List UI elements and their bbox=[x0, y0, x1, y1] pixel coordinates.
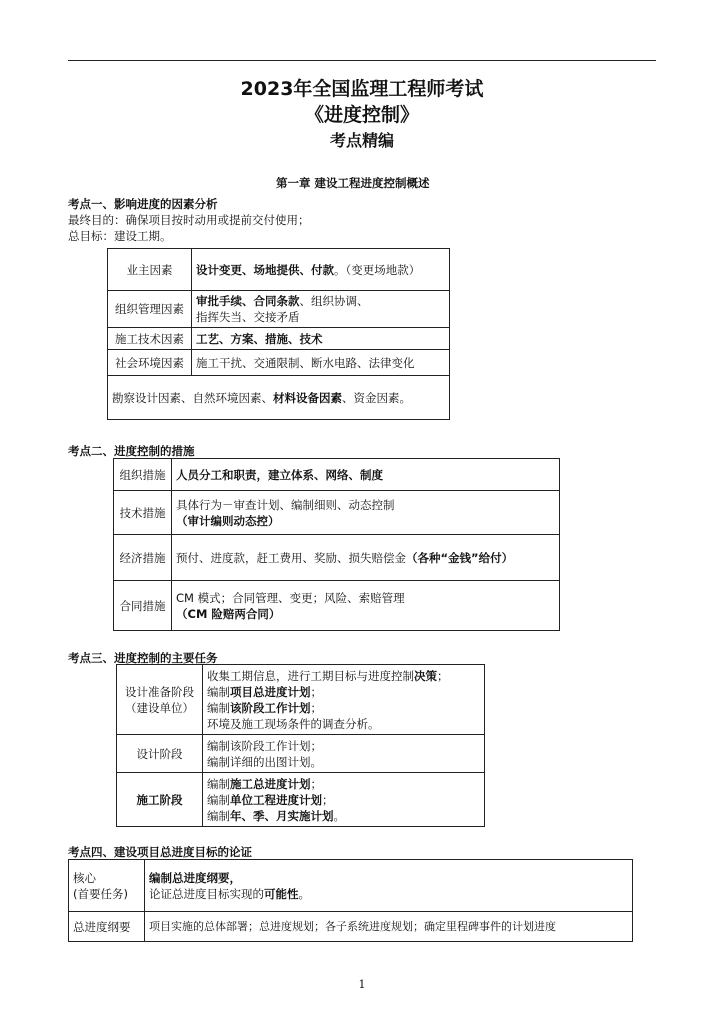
document-tagline: 考点精编 bbox=[329, 131, 394, 150]
factor-key: 设计变更、场地提供、付款 bbox=[196, 262, 334, 277]
factor-label: 业主因素 bbox=[108, 249, 192, 291]
core-label-sub: (首要任务) bbox=[73, 886, 128, 901]
footer-key: 材料设备因素 bbox=[273, 390, 342, 405]
measure-text: CM 模式；合同管理、变更；风险、索赔管理 bbox=[176, 590, 405, 605]
point1-final-goal: 最终目的：确保项目按时动用或提前交付使用； bbox=[68, 213, 310, 227]
stage-label bbox=[117, 665, 203, 735]
measure-content: 人员分工和职责，建立体系、网络、制度 bbox=[172, 459, 560, 491]
page-number: 1 bbox=[358, 978, 366, 991]
point1-overall-goal: 总目标：建设工期。 bbox=[68, 229, 172, 243]
footer-part: 勘察设计因素、自然环境因素、 bbox=[112, 390, 273, 405]
measure-mnemonic: （CM 险赔两合同） bbox=[176, 606, 281, 621]
task-line: 编制施工总进度计划； bbox=[207, 776, 322, 791]
measure-label: 经济措施 bbox=[114, 535, 172, 581]
point1-heading: 考点一、影响进度的因素分析 bbox=[68, 197, 218, 211]
table-row bbox=[117, 735, 485, 773]
task-line: 编制该阶段工作计划； bbox=[207, 738, 322, 753]
factor-footer bbox=[108, 376, 450, 420]
table-row bbox=[69, 912, 633, 942]
task-line: 环境及施工现场条件的调查分析。 bbox=[207, 716, 380, 731]
factor-content bbox=[192, 249, 450, 291]
task-line: 编制单位工程进度计划； bbox=[207, 792, 334, 807]
factor-label: 施工技术因素 bbox=[108, 328, 192, 350]
factor-rest: 。（变更场地款） bbox=[334, 262, 421, 277]
stage-tasks bbox=[203, 735, 485, 773]
measure-mnemonic: （各种“金钱”给付） bbox=[406, 550, 514, 565]
measure-label: 组织措施 bbox=[114, 459, 172, 491]
outline-content: 项目实施的总体部署；总进度规划；各子系统进度规划；确定里程碑事件的计划进度 bbox=[145, 912, 633, 942]
task-line: 编制项目总进度计划； bbox=[207, 684, 322, 699]
document-title: 2023年全国监理工程师考试 bbox=[240, 78, 484, 100]
control-measures-table bbox=[113, 458, 560, 631]
measure-content bbox=[172, 581, 560, 631]
document-subtitle: 《进度控制》 bbox=[304, 104, 419, 126]
table-row bbox=[114, 459, 560, 491]
core-content: 编制总进度纲要， 论证总进度目标实现的可能性。 bbox=[145, 860, 633, 912]
factor-content bbox=[192, 350, 450, 376]
table-row bbox=[117, 773, 485, 827]
factor-rest-line2: 指挥失当、交接矛盾 bbox=[196, 310, 300, 324]
measure-label: 技术措施 bbox=[114, 491, 172, 535]
header-rule bbox=[68, 60, 656, 61]
point3-heading: 考点三、进度控制的主要任务 bbox=[68, 651, 218, 665]
table-row bbox=[108, 291, 450, 328]
factor-content bbox=[192, 328, 450, 350]
core-label-text: 核心 bbox=[73, 870, 96, 885]
measure-text: 具体行为－审查计划、编制细则、动态控制 bbox=[176, 497, 395, 512]
measure-content bbox=[172, 491, 560, 535]
table-row bbox=[108, 328, 450, 350]
measure-content bbox=[172, 535, 560, 581]
factor-rest: 施工干扰、交通限制、断水电路、法律变化 bbox=[196, 355, 415, 370]
table-row bbox=[69, 860, 633, 912]
measure-text: 预付、进度款，赶工费用、奖励、损失赔偿金 bbox=[176, 550, 406, 565]
stage-label: 设计阶段 bbox=[117, 735, 203, 773]
stage-tasks bbox=[203, 773, 485, 827]
factor-key: 工艺、方案、措施、技术 bbox=[196, 331, 323, 346]
task-line: 编制年、季、月实施计划。 bbox=[207, 808, 345, 823]
schedule-goal-table bbox=[68, 859, 633, 942]
table-row bbox=[114, 491, 560, 535]
stage-tasks bbox=[203, 665, 485, 735]
point2-heading: 考点二、进度控制的措施 bbox=[68, 444, 195, 458]
stage-party: （建设单位） bbox=[125, 700, 194, 715]
chapter-heading: 第一章 建设工程进度控制概述 bbox=[276, 176, 430, 190]
factor-rest: 、组织协调、 bbox=[299, 294, 369, 308]
table-row bbox=[114, 535, 560, 581]
table-row bbox=[117, 665, 485, 735]
table-row bbox=[108, 350, 450, 376]
core-label bbox=[69, 860, 145, 912]
influence-factors-table bbox=[107, 248, 450, 420]
table-row bbox=[114, 581, 560, 631]
core-line1: 编制总进度纲要， bbox=[149, 870, 241, 885]
factor-key: 审批手续、合同条款 bbox=[196, 294, 300, 308]
table-row bbox=[108, 376, 450, 420]
point4-heading: 考点四、建设项目总进度目标的论证 bbox=[68, 845, 252, 859]
task-line: 收集工期信息，进行工期目标与进度控制决策； bbox=[207, 668, 449, 683]
stage-label: 施工阶段 bbox=[117, 773, 203, 827]
factor-label: 社会环境因素 bbox=[108, 350, 192, 376]
measure-mnemonic: （审计编则动态控） bbox=[176, 513, 280, 528]
outline-label: 总进度纲要 bbox=[69, 912, 145, 942]
factor-content bbox=[192, 291, 450, 328]
main-tasks-table bbox=[116, 664, 485, 827]
task-line: 编制该阶段工作计划； bbox=[207, 700, 322, 715]
table-row bbox=[108, 249, 450, 291]
footer-part: 、资金因素。 bbox=[342, 390, 411, 405]
measure-label: 合同措施 bbox=[114, 581, 172, 631]
stage-name: 设计准备阶段 bbox=[125, 684, 194, 699]
task-line: 编制详细的出图计划。 bbox=[207, 754, 322, 769]
factor-label: 组织管理因素 bbox=[108, 291, 192, 328]
